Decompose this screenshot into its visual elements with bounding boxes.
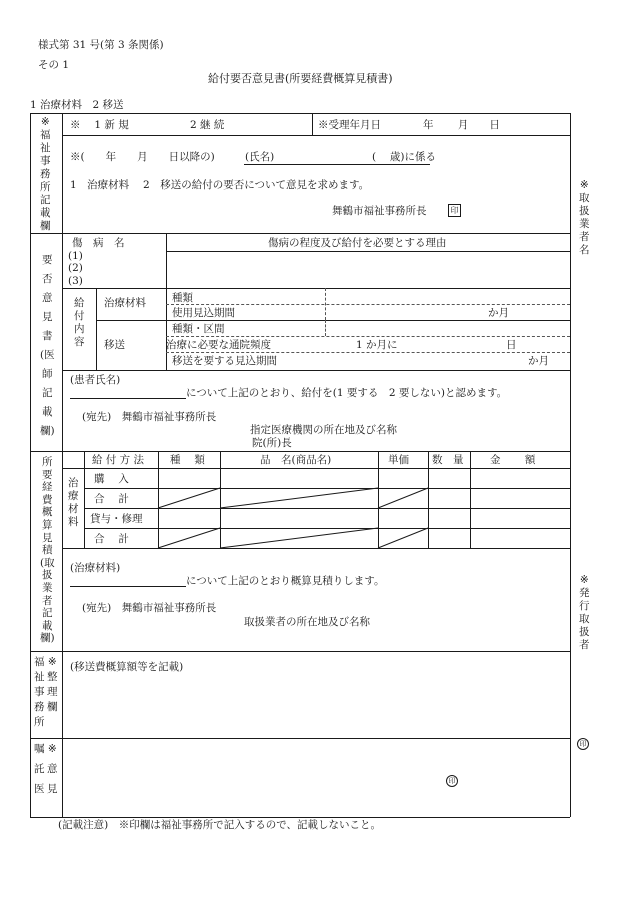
vertical-char: 内 bbox=[74, 323, 85, 335]
col-type: 種 類 bbox=[170, 454, 205, 466]
vertical-char: 経 bbox=[42, 481, 53, 494]
received-date: ※受理年月日 年 月 日 bbox=[318, 119, 500, 131]
col-price: 単価 bbox=[388, 454, 409, 466]
vertical-char: 意 bbox=[42, 292, 53, 304]
vertical-char: 託 bbox=[34, 763, 45, 775]
vertical-char: ※ bbox=[579, 574, 589, 586]
age-label: ( 歳)に係る bbox=[372, 151, 437, 163]
transport-period: 移送を要する見込期間 bbox=[172, 355, 277, 367]
advisor-side-label-right bbox=[47, 744, 58, 804]
vertical-char: 理 bbox=[47, 686, 58, 698]
vertical-char: 取 bbox=[579, 613, 590, 625]
request-text: 1 治療材料 2 移送の給付の要否について意見を求めます。 bbox=[70, 179, 370, 191]
vertical-char: 発 bbox=[579, 587, 590, 599]
vertical-char: 師 bbox=[42, 368, 53, 380]
new-application: ※ 1 新 規 bbox=[70, 119, 129, 131]
issuer-label bbox=[579, 575, 590, 653]
transport-frequency: 治療に必要な通院頻度 bbox=[166, 339, 271, 351]
vertical-char: 事 bbox=[40, 155, 51, 167]
hospital-director: 院(所)長 bbox=[252, 437, 292, 449]
vertical-char: 者 bbox=[579, 231, 590, 243]
disease-header: 傷 病 名 bbox=[72, 237, 125, 249]
reason-header: 傷病の程度及び給付を必要とする理由 bbox=[268, 237, 447, 249]
col-amount: 金 額 bbox=[490, 454, 536, 466]
vertical-char: 所 bbox=[40, 181, 51, 193]
diag-purchase-price bbox=[378, 488, 428, 508]
vertical-char: 記 bbox=[42, 607, 53, 620]
vertical-char: 務 bbox=[40, 168, 51, 180]
vertical-char: 名 bbox=[579, 244, 590, 256]
vertical-char: (医 bbox=[40, 349, 55, 361]
estimate-material-underline bbox=[70, 586, 186, 587]
vertical-char: 否 bbox=[42, 273, 53, 285]
diag-rental-price bbox=[378, 528, 428, 548]
diag-rental-product bbox=[220, 528, 378, 548]
col-product: 品 名(商品名) bbox=[260, 454, 332, 466]
category-line: 1 治療材料 2 移送 bbox=[30, 99, 124, 111]
vertical-char: 業 bbox=[42, 581, 53, 594]
transport-label: 移送 bbox=[104, 339, 125, 351]
vertical-char: 書 bbox=[42, 330, 53, 342]
vertical-char: (取 bbox=[40, 556, 55, 569]
estimate-text: について上記のとおり概算見積りします。 bbox=[186, 575, 385, 587]
estimate-addressee: (宛先) 舞鶴市福祉事務所長 bbox=[82, 602, 217, 614]
vertical-char: 概 bbox=[42, 506, 53, 519]
page-title: 給付要否意見書(所要経費概算見積書) bbox=[208, 72, 393, 85]
vertical-char: 欄) bbox=[40, 632, 55, 645]
approval-text: について上記のとおり、給付を(1 要する 2 要しない)と認めます。 bbox=[186, 387, 508, 399]
vertical-char: 意 bbox=[47, 763, 58, 775]
date-since: ※( 年 月 日以降の) bbox=[70, 151, 215, 163]
row-rental-repair: 貸与・修理 bbox=[90, 513, 143, 525]
continued-application: 2 継 続 bbox=[190, 119, 225, 131]
vertical-char: 記 bbox=[40, 194, 51, 206]
vertical-char: 載 bbox=[42, 406, 53, 418]
review-side-label-right bbox=[47, 657, 58, 717]
vertical-char: 医 bbox=[34, 783, 45, 795]
vertical-char: 費 bbox=[42, 493, 53, 506]
vertical-char: 事 bbox=[34, 686, 45, 698]
diag-purchase-product bbox=[220, 488, 378, 508]
welfare-director-seal: 印 bbox=[448, 204, 461, 217]
material-label: 治療材料 bbox=[104, 297, 146, 309]
vertical-char: 料 bbox=[68, 516, 79, 528]
welfare-director: 舞鶴市福祉事務所長 bbox=[332, 205, 427, 217]
transport-cost-note: (移送費概算額等を記載) bbox=[70, 661, 184, 673]
row-rental-total: 合 計 bbox=[94, 533, 129, 545]
vertical-char: 扱 bbox=[579, 626, 590, 638]
form-sub-number: その 1 bbox=[38, 59, 70, 71]
vertical-char: 務 bbox=[34, 701, 45, 713]
vertical-char: 欄 bbox=[40, 220, 51, 232]
doctor-addressee: (宛先) 舞鶴市福祉事務所長 bbox=[82, 411, 217, 423]
transport-period-unit: か月 bbox=[528, 355, 549, 367]
handler-name-label bbox=[579, 180, 590, 258]
vertical-char: 扱 bbox=[579, 205, 590, 217]
diag-purchase-type bbox=[158, 488, 220, 508]
name-label: (氏名) bbox=[245, 151, 275, 163]
vertical-char: 行 bbox=[579, 600, 590, 612]
vertical-char: 見 bbox=[42, 311, 53, 323]
vertical-char: 要 bbox=[42, 254, 53, 266]
medical-institution: 指定医療機関の所在地及び名称 bbox=[250, 424, 397, 436]
vertical-char: 祉 bbox=[34, 671, 45, 683]
patient-name-label: (患者氏名) bbox=[70, 374, 121, 386]
row-purchase: 購 入 bbox=[94, 473, 129, 485]
estimate-material-label: (治療材料) bbox=[70, 562, 121, 574]
vertical-char: 見 bbox=[47, 783, 58, 795]
vertical-char: 者 bbox=[42, 594, 53, 607]
vertical-char: 福 bbox=[34, 656, 45, 668]
vertical-char: ※ bbox=[40, 116, 50, 128]
diag-rental-type bbox=[158, 528, 220, 548]
vertical-char: 積 bbox=[42, 544, 53, 557]
material-period-unit: か月 bbox=[488, 307, 509, 319]
vertical-char: ※ bbox=[47, 743, 57, 755]
transport-frequency-unit: 日 bbox=[506, 339, 517, 351]
vertical-char: ※ bbox=[47, 656, 57, 668]
vertical-char: 載 bbox=[40, 207, 51, 219]
vertical-char: 福 bbox=[40, 129, 51, 141]
vertical-char: 治 bbox=[68, 477, 79, 489]
vertical-char: 見 bbox=[42, 531, 53, 544]
vertical-char: 整 bbox=[47, 671, 58, 683]
vertical-char: 容 bbox=[74, 336, 85, 348]
transport-route: 種類・区間 bbox=[172, 323, 225, 335]
vertical-char: 扱 bbox=[42, 569, 53, 582]
vertical-char: 所 bbox=[42, 456, 53, 468]
vendor-location-name: 取扱業者の所在地及び名称 bbox=[244, 616, 370, 628]
vertical-char: 祉 bbox=[40, 142, 51, 154]
vertical-char: 要 bbox=[42, 468, 53, 481]
advisor-seal: 印 bbox=[446, 775, 458, 787]
review-side-label bbox=[34, 657, 45, 732]
disease-item-2: (2) bbox=[68, 262, 83, 274]
vertical-char: 給 bbox=[74, 297, 85, 309]
vertical-char: 記 bbox=[42, 387, 53, 399]
vertical-char: 付 bbox=[74, 310, 85, 322]
vertical-char: 欄) bbox=[40, 425, 55, 437]
vertical-char: 算 bbox=[42, 518, 53, 531]
vertical-char: 嘱 bbox=[34, 743, 45, 755]
vertical-char: 欄 bbox=[47, 701, 58, 713]
vertical-char: 材 bbox=[68, 503, 79, 515]
transport-frequency-value: 1 か月に bbox=[356, 339, 398, 351]
vertical-char: 業 bbox=[579, 218, 590, 230]
issuer-seal: 印 bbox=[577, 738, 589, 750]
disease-item-3: (3) bbox=[68, 275, 83, 287]
material-period: 使用見込期間 bbox=[172, 307, 235, 319]
advisor-side-label bbox=[34, 744, 45, 804]
vertical-char: 取 bbox=[579, 192, 590, 204]
row-purchase-total: 合 計 bbox=[94, 493, 129, 505]
vertical-char: ※ bbox=[579, 179, 589, 191]
vertical-char: 載 bbox=[42, 619, 53, 632]
col-method: 給 付 方 法 bbox=[92, 454, 145, 466]
form-number: 様式第 31 号(第 3 条関係) bbox=[38, 39, 164, 51]
col-quantity: 数 量 bbox=[432, 454, 464, 466]
footer-note: (記載注意) ※印欄は福祉事務所で記入するので、記載しないこと。 bbox=[58, 819, 381, 831]
vertical-char: 者 bbox=[579, 639, 590, 651]
vertical-char: 所 bbox=[34, 716, 45, 728]
vertical-char: 療 bbox=[68, 490, 79, 502]
material-type: 種類 bbox=[172, 292, 193, 304]
disease-item-1: (1) bbox=[68, 250, 83, 262]
